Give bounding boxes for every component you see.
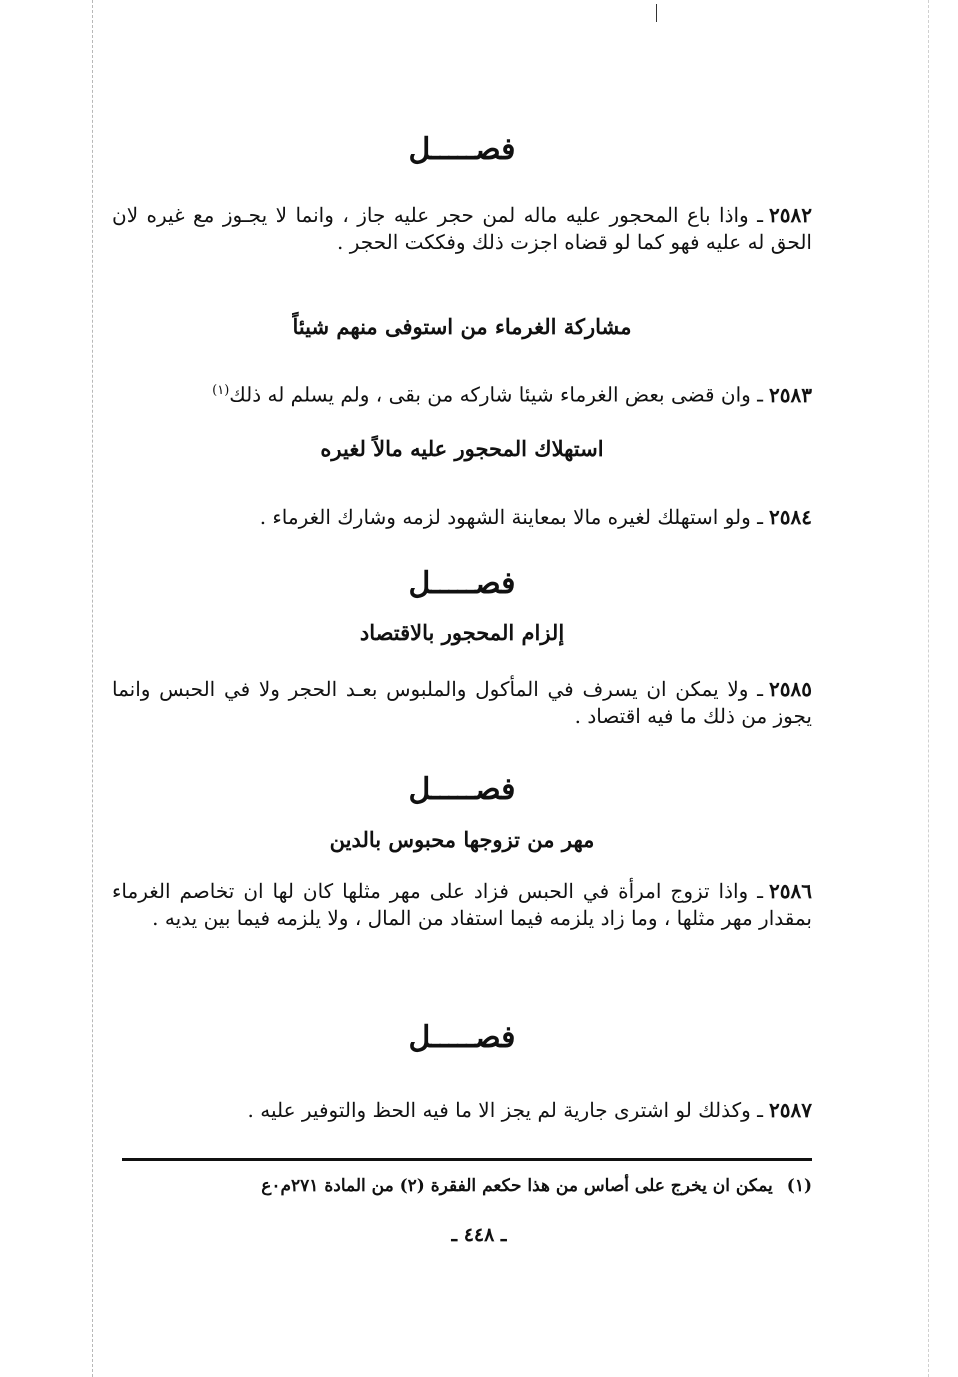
heading-creditors-sharing: مشاركة الغرماء من استوفى منهم شيئاً xyxy=(292,314,632,339)
paragraph-number: ٢٥٨٣ xyxy=(769,382,812,407)
section-title-3: فصـــــل xyxy=(408,772,516,807)
scan-right-edge xyxy=(928,0,929,1377)
paragraph-number: ٢٥٨٦ xyxy=(769,879,812,903)
scan-left-edge xyxy=(92,0,93,1377)
footnote xyxy=(112,1172,812,1200)
footnote-text: يمكن ان يخرج على أصاس من هذا حكعم الفقرة (٢) من المادة ٢٧١م٠ع xyxy=(261,1176,773,1196)
paragraph-text: ـ ولا يمكن ان يسرف في المأكول والملبوس بعـد الحجر ولا في الحبس وانما يجوز من ذلك ما فيه اقتصاد . xyxy=(112,677,812,728)
paragraph-text: ـ وان قضى بعض الغرماء شيئا شاركه من بقى ، ولم يسلم له ذلك xyxy=(229,382,764,407)
section-title-2: فصـــــل xyxy=(408,566,516,601)
heading-consumption: استهلاك المحجور عليه مالاً لغيره xyxy=(320,436,604,461)
paragraph-2582 xyxy=(112,202,812,256)
footnote-mark: (١) xyxy=(786,1176,812,1196)
section-title-4: فصـــــل xyxy=(408,1020,516,1055)
heading-dowry: مهر من تزوجها محبوس بالدين xyxy=(329,827,595,852)
paragraph-text: ـ وكذلك لو اشترى جارية لم يجز الا ما فيه الحظ والتوفير عليه . xyxy=(247,1098,764,1122)
paragraph-text: ـ واذا تزوج امرأة في الحبس فزاد على مهر مثلها كان لها ان تخاصم الغرماء بمقدار مهر مثلها ، وما زاد يلزمه فيما استفاد من المال ، ولا يلزمه فيما بين يديه . xyxy=(112,879,812,930)
footnote-reference[interactable]: (١) xyxy=(212,383,230,398)
paragraph-2585 xyxy=(112,676,812,730)
paragraph-text: ـ ولو استهلك لغيره مالا بمعاينة الشهود لزمه وشارك الغرماء . xyxy=(259,505,764,529)
section-title-1: فصـــــل xyxy=(408,132,516,167)
paragraph-text: ـ واذا باع المحجور عليه ماله لمن حجر عليه جاز ، وانما لا يجـوز مع غيره لان الحق له عليه فهو كما لو قضاه اجزت ذلك وفككت الحجر . xyxy=(112,203,812,254)
page-number: ـ ٤٤٨ ـ xyxy=(451,1224,507,1246)
book-page xyxy=(112,0,812,1377)
paragraph-2586 xyxy=(112,878,812,932)
paragraph-2583 xyxy=(112,377,812,409)
paragraph-number: ٢٥٨٤ xyxy=(769,505,812,529)
heading-economy: إلزام المحجور بالاقتصاد xyxy=(359,620,565,645)
paragraph-number: ٢٥٨٥ xyxy=(769,677,812,701)
paragraph-2587 xyxy=(112,1097,812,1124)
paragraph-2584 xyxy=(112,504,812,531)
paragraph-number: ٢٥٨٧ xyxy=(769,1098,812,1122)
footnote-divider xyxy=(122,1158,812,1161)
paragraph-number: ٢٥٨٢ xyxy=(769,203,812,227)
